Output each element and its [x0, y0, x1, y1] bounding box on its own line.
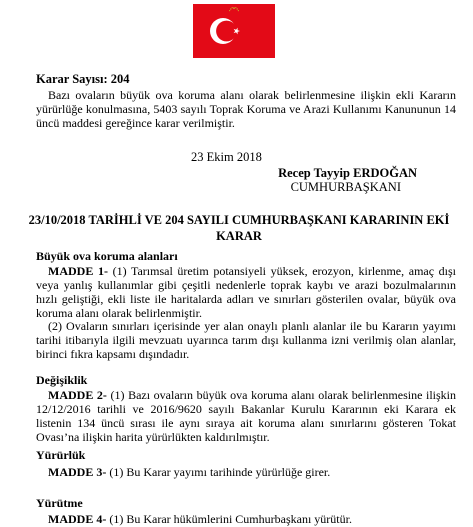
decision-number: Karar Sayısı: 204 [36, 72, 130, 86]
article-label-2: MADDE 2- [48, 388, 107, 402]
signer-title: CUMHURBAŞKANI [290, 180, 401, 194]
article-text: (1) Bu Karar hükümlerini Cumhurbaşkanı yürütür. [109, 512, 352, 526]
signer-name: Recep Tayyip ERDOĞAN [278, 166, 417, 180]
article-label-1: MADDE 1- [48, 264, 108, 278]
article-text: (2) Ovaların sınırları içerisinde yer alan onaylı planlı alanlar ile bu Kararın yayımı tarihi itibarıyla ilgili mevzuatı uyarınca tarım dışı kullanma izni verilmiş olan alanlar, birinci fıkra kapsamı dışındadır. [36, 319, 456, 361]
turkish-flag-emblem [193, 4, 275, 58]
article-label-4: MADDE 4- [48, 512, 107, 526]
article-1-paragraph-2 [36, 319, 456, 361]
section-title-2: Değişiklik [36, 373, 88, 387]
decision-date: 23 Ekim 2018 [191, 150, 262, 164]
flag-icon [193, 4, 275, 58]
article-2-paragraph-1 [36, 388, 456, 444]
article-1-paragraph-1 [36, 264, 456, 320]
article-text: (1) Bu Karar yayımı tarihinde yürürlüğe girer. [109, 465, 331, 479]
article-4-paragraph-1 [36, 512, 456, 526]
section-title-4: Yürütme [36, 496, 83, 510]
section-title-1: Büyük ova koruma alanları [36, 249, 178, 263]
article-text: (1) Tarımsal üretim potansiyeli yüksek, erozyon, kirlenme, amaç dışı veya yanlış kullanımlar gibi çeşitli nedenlerle toprak kaybı ve arazi bozulmalarının hızlı geliştiği, ekli liste ile haritalarda adları ve sınırları gösterilen ovalar, büyük ova koruma alanı olarak belirlenmiştir. [36, 264, 457, 320]
decision-intro [36, 88, 456, 130]
article-label-3: MADDE 3- [48, 465, 107, 479]
annex-heading: 23/10/2018 TARİHLİ VE 204 SAYILI CUMHURBAŞKANI KARARININ EKİ KARAR [28, 213, 450, 243]
article-text: (1) Bazı ovaların büyük ova koruma alanı olarak belirlenmesine ilişkin 12/12/2016 tarihli ve 2016/9620 sayılı Bakanlar Kurulu Kararının eki Karara ek listenin 134 üncü sırası ile aynı sıraya ait koruma alanı sınırlarını gösteren Tokat Ovası’na ilişkin harita yürürlükten kaldırılmıştır. [36, 388, 457, 444]
section-title-3: Yürürlük [36, 448, 86, 462]
decision-intro-text: Bazı ovaların büyük ova koruma alanı olarak belirlenmesine ilişkin ekli Kararın yürürlüğe konulmasına, 5403 sayılı Toprak Koruma ve Arazi Kullanımı Kanununun 14 üncü maddesi gereğince karar verilmiştir. [36, 88, 456, 130]
article-3-paragraph-1 [36, 465, 456, 479]
